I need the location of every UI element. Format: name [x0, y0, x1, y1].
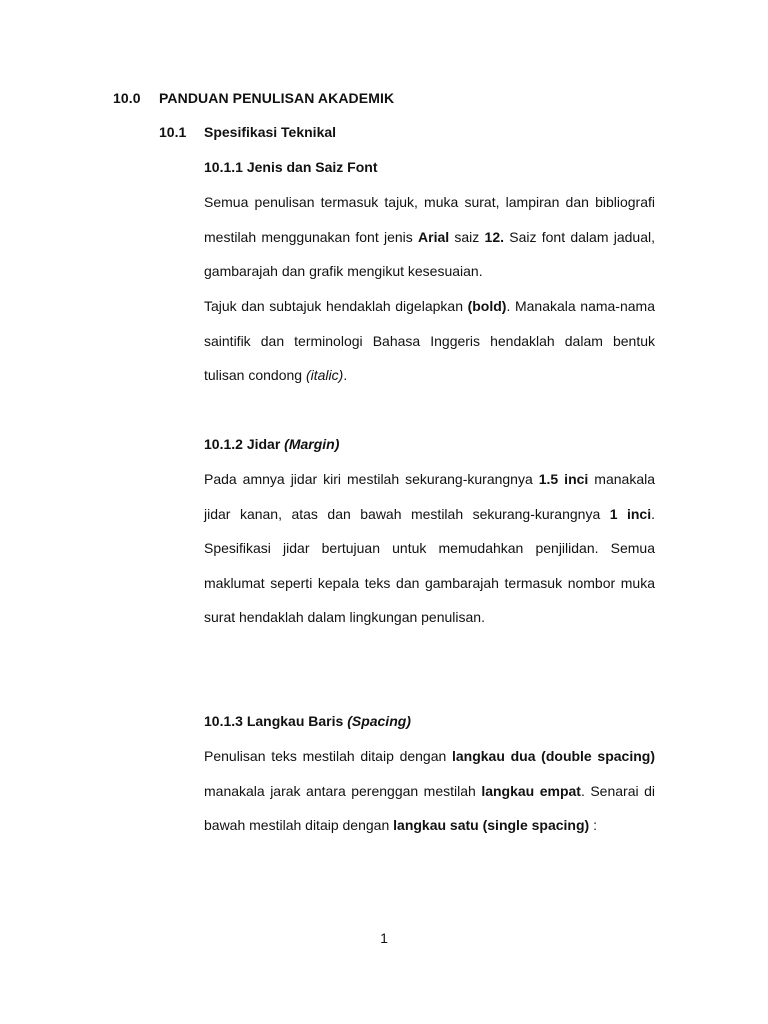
paragraph-spacing: [204, 739, 655, 843]
section-number: 10.1: [159, 124, 187, 140]
section-title: Spesifikasi Teknikal: [204, 124, 337, 140]
text-run: . Senarai di bawah mestilah ditaip dengan: [204, 782, 655, 834]
bold-run: 1.5 inci: [538, 471, 589, 487]
text-run: Semua penulisan termasuk tajuk, muka surat, lampiran dan bibliografi mestilah menggunakan font jenis: [204, 194, 655, 245]
subsection-heading-margin: [204, 436, 339, 452]
text-run: Tajuk dan subtajuk hendaklah digelapkan: [204, 298, 468, 314]
bold-run: (bold): [467, 298, 507, 314]
text-run: Penulisan teks mestilah ditaip dengan: [204, 748, 452, 764]
subsection-heading-font: 10.1.1 Jenis dan Saiz Font: [204, 159, 378, 175]
text-run: . Manakala nama-nama saintifik dan terminologi Bahasa Inggeris hendaklah dalam bentuk tulisan condong: [204, 298, 655, 384]
italic-run: (italic): [305, 367, 344, 384]
paragraph-bold-italic: [204, 289, 655, 393]
bold-run: 12.: [484, 228, 505, 245]
text-run: :: [589, 817, 597, 834]
heading-italic: (Margin): [284, 436, 340, 452]
bold-run: 1 inci: [609, 505, 652, 522]
bold-run: langkau satu (single spacing): [393, 817, 590, 834]
chapter-title: PANDUAN PENULISAN AKADEMIK: [159, 90, 395, 106]
text-run: Saiz font dalam jadual, gambarajah dan grafik mengikut kesesuaian.: [204, 228, 655, 280]
text-run: manakala jarak antara perenggan mestilah: [204, 782, 482, 799]
section-heading: [159, 124, 336, 140]
page-number: 1: [380, 930, 388, 946]
text-run: saiz: [449, 228, 485, 245]
text-run: Pada amnya jidar kiri mestilah sekurang-kurangnya: [204, 471, 539, 487]
subsection-heading-spacing: [204, 713, 411, 729]
chapter-number: 10.0: [113, 90, 141, 106]
text-run: .: [343, 367, 348, 384]
bold-run: langkau dua (double spacing): [451, 748, 655, 764]
heading-text: 10.1.2 Jidar: [204, 436, 285, 452]
bold-run: Arial: [418, 228, 450, 245]
text-run: manakala jidar kanan, atas dan bawah mestilah sekurang-kurangnya: [204, 471, 656, 522]
heading-text: 10.1.3 Langkau Baris: [204, 713, 348, 729]
text-run: . Spesifikasi jidar bertujuan untuk memudahkan penjilidan. Semua maklumat seperti kepala teks dan gambarajah termasuk nombor muka surat hendaklah dalam lingkungan penulisan.: [204, 505, 655, 626]
paragraph-font-size: [204, 185, 655, 289]
chapter-heading: [113, 90, 394, 106]
bold-run: langkau empat: [481, 782, 581, 799]
heading-italic: (Spacing): [347, 713, 411, 729]
paragraph-margin: [204, 462, 655, 635]
